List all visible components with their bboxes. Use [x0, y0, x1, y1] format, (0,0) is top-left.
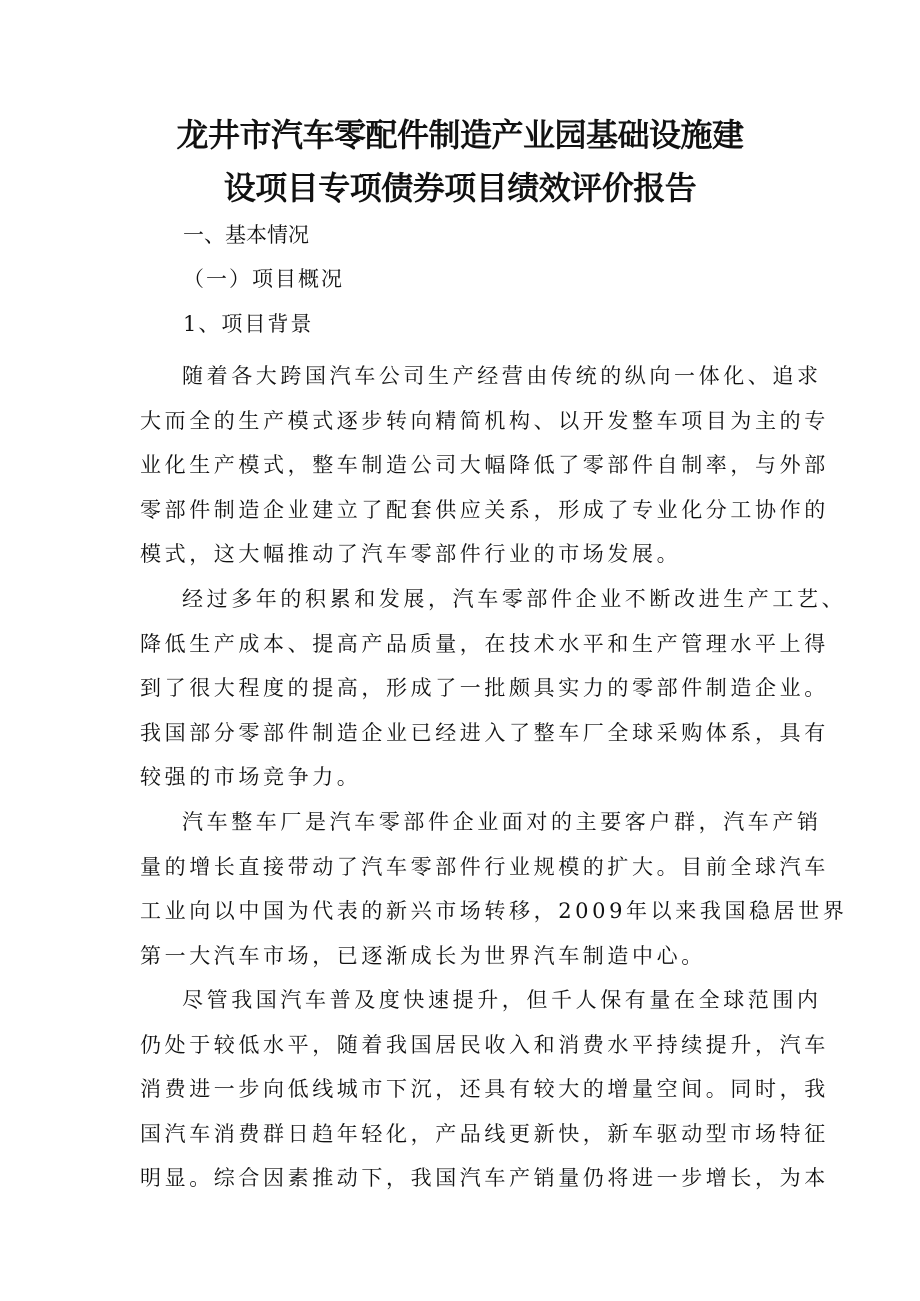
paragraph-1 — [140, 354, 829, 577]
paragraph-3 — [140, 800, 848, 978]
paragraph-line: 我国部分零部件制造企业已经进入了整车厂全球采购体系，具有 — [140, 720, 829, 745]
paragraph-line: 模式，这大幅推动了汽车零部件行业的市场发展。 — [140, 542, 682, 567]
document-title-line-2: 设项目专项债券项目绩效评价报告 — [223, 169, 697, 207]
paragraph-4 — [140, 978, 829, 1201]
paragraph-line: 较强的市场竞争力。 — [140, 765, 362, 790]
topic-heading: 1、项目背景 — [183, 312, 314, 336]
paragraph-line: 第一大汽车市场，已逐渐成长为世界汽车制造中心。 — [140, 943, 706, 968]
paragraph-line: 仍处于较低水平，随着我国居民收入和消费水平持续提升，汽车 — [140, 1032, 829, 1057]
paragraph-line: 消费进一步向低线城市下沉，还具有较大的增量空间。同时，我 — [140, 1077, 829, 1102]
paragraph-line: 业化生产模式，整车制造公司大幅降低了零部件自制率，与外部 — [140, 453, 829, 478]
paragraph-line: 量的增长直接带动了汽车零部件行业规模的扩大。目前全球汽车 — [140, 854, 829, 879]
document-title-line-1: 龙井市汽车零配件制造产业园基础设施建 — [176, 116, 744, 154]
paragraph-line: 尽管我国汽车普及度快速提升，但千人保有量在全球范围内 — [182, 988, 822, 1012]
section-heading: 一、基本情况 — [183, 223, 309, 247]
paragraph-line: 零部件制造企业建立了配套供应关系，形成了专业化分工协作的 — [140, 497, 829, 522]
paragraph-line: 汽车整车厂是汽车零部件企业面对的主要客户群，汽车产销 — [182, 810, 822, 834]
paragraph-line: 经过多年的积累和发展，汽车零部件企业不断改进生产工艺、 — [182, 587, 847, 611]
paragraph-line: 到了很大程度的提高，形成了一批颇具实力的零部件制造企业。 — [140, 676, 829, 701]
paragraph-line: 降低生产成本、提高产品质量，在技术水平和生产管理水平上得 — [140, 631, 829, 656]
paragraph-line: 国汽车消费群日趋年轻化，产品线更新快，新车驱动型市场特征 — [140, 1121, 829, 1146]
subsection-heading: （一）项目概况 — [183, 267, 344, 291]
paragraph-line: 明显。综合因素推动下，我国汽车产销量仍将进一步增长，为本 — [140, 1166, 829, 1191]
paragraph-2 — [140, 577, 847, 800]
paragraph-line: 工业向以中国为代表的新兴市场转移，2009年以来我国稳居世界 — [140, 899, 848, 924]
paragraph-line: 随着各大跨国汽车公司生产经营由传统的纵向一体化、追求 — [182, 364, 822, 388]
paragraph-line: 大而全的生产模式逐步转向精简机构、以开发整车项目为主的专 — [140, 408, 829, 433]
